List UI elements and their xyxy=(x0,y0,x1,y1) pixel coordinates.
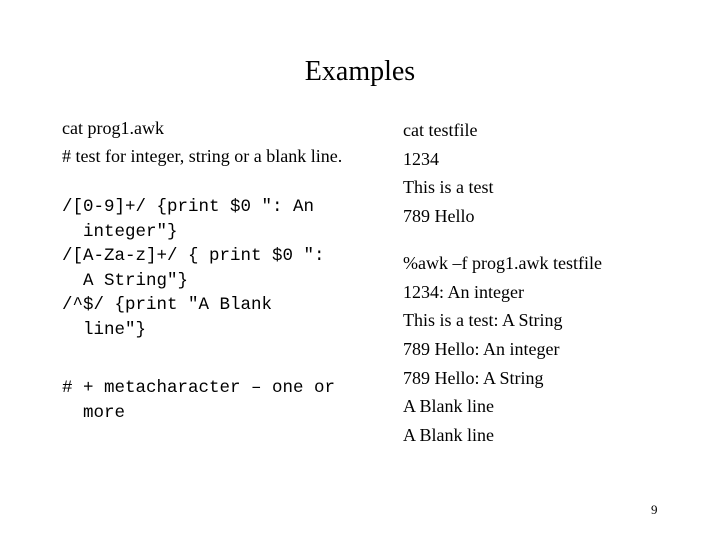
output-line: 789 Hello: A String xyxy=(403,367,544,388)
slide-title: Examples xyxy=(304,56,416,87)
testfile-line: 1234 xyxy=(403,148,439,169)
left-column xyxy=(62,114,392,425)
testfile-line: This is a test xyxy=(403,177,494,198)
awk-rules-code: /[0-9]+/ {print $0 ": An integer"} /[A-Za-z]+/ { print $0 ": A String"} /^$/ {print "A Blank line"} xyxy=(62,197,325,340)
output-line: A Blank line xyxy=(403,425,494,446)
right-column xyxy=(403,116,703,450)
section-gap xyxy=(403,231,703,249)
program-line-cat: cat prog1.awk xyxy=(62,118,164,138)
testfile-line: 789 Hello xyxy=(403,206,475,227)
page-number: 9 xyxy=(651,502,658,517)
output-line: A Blank line xyxy=(403,396,494,417)
metacharacter-comment-code: # + metacharacter – one or more xyxy=(62,378,336,423)
testfile-line: cat testfile xyxy=(403,120,478,140)
output-line-command: %awk –f prog1.awk testfile xyxy=(403,252,602,273)
output-line: 1234: An integer xyxy=(403,281,524,302)
program-line-comment: # test for integer, string or a blank line. xyxy=(62,146,343,166)
output-line: 789 Hello: An integer xyxy=(403,338,560,359)
output-line: This is a test: A String xyxy=(403,310,563,331)
